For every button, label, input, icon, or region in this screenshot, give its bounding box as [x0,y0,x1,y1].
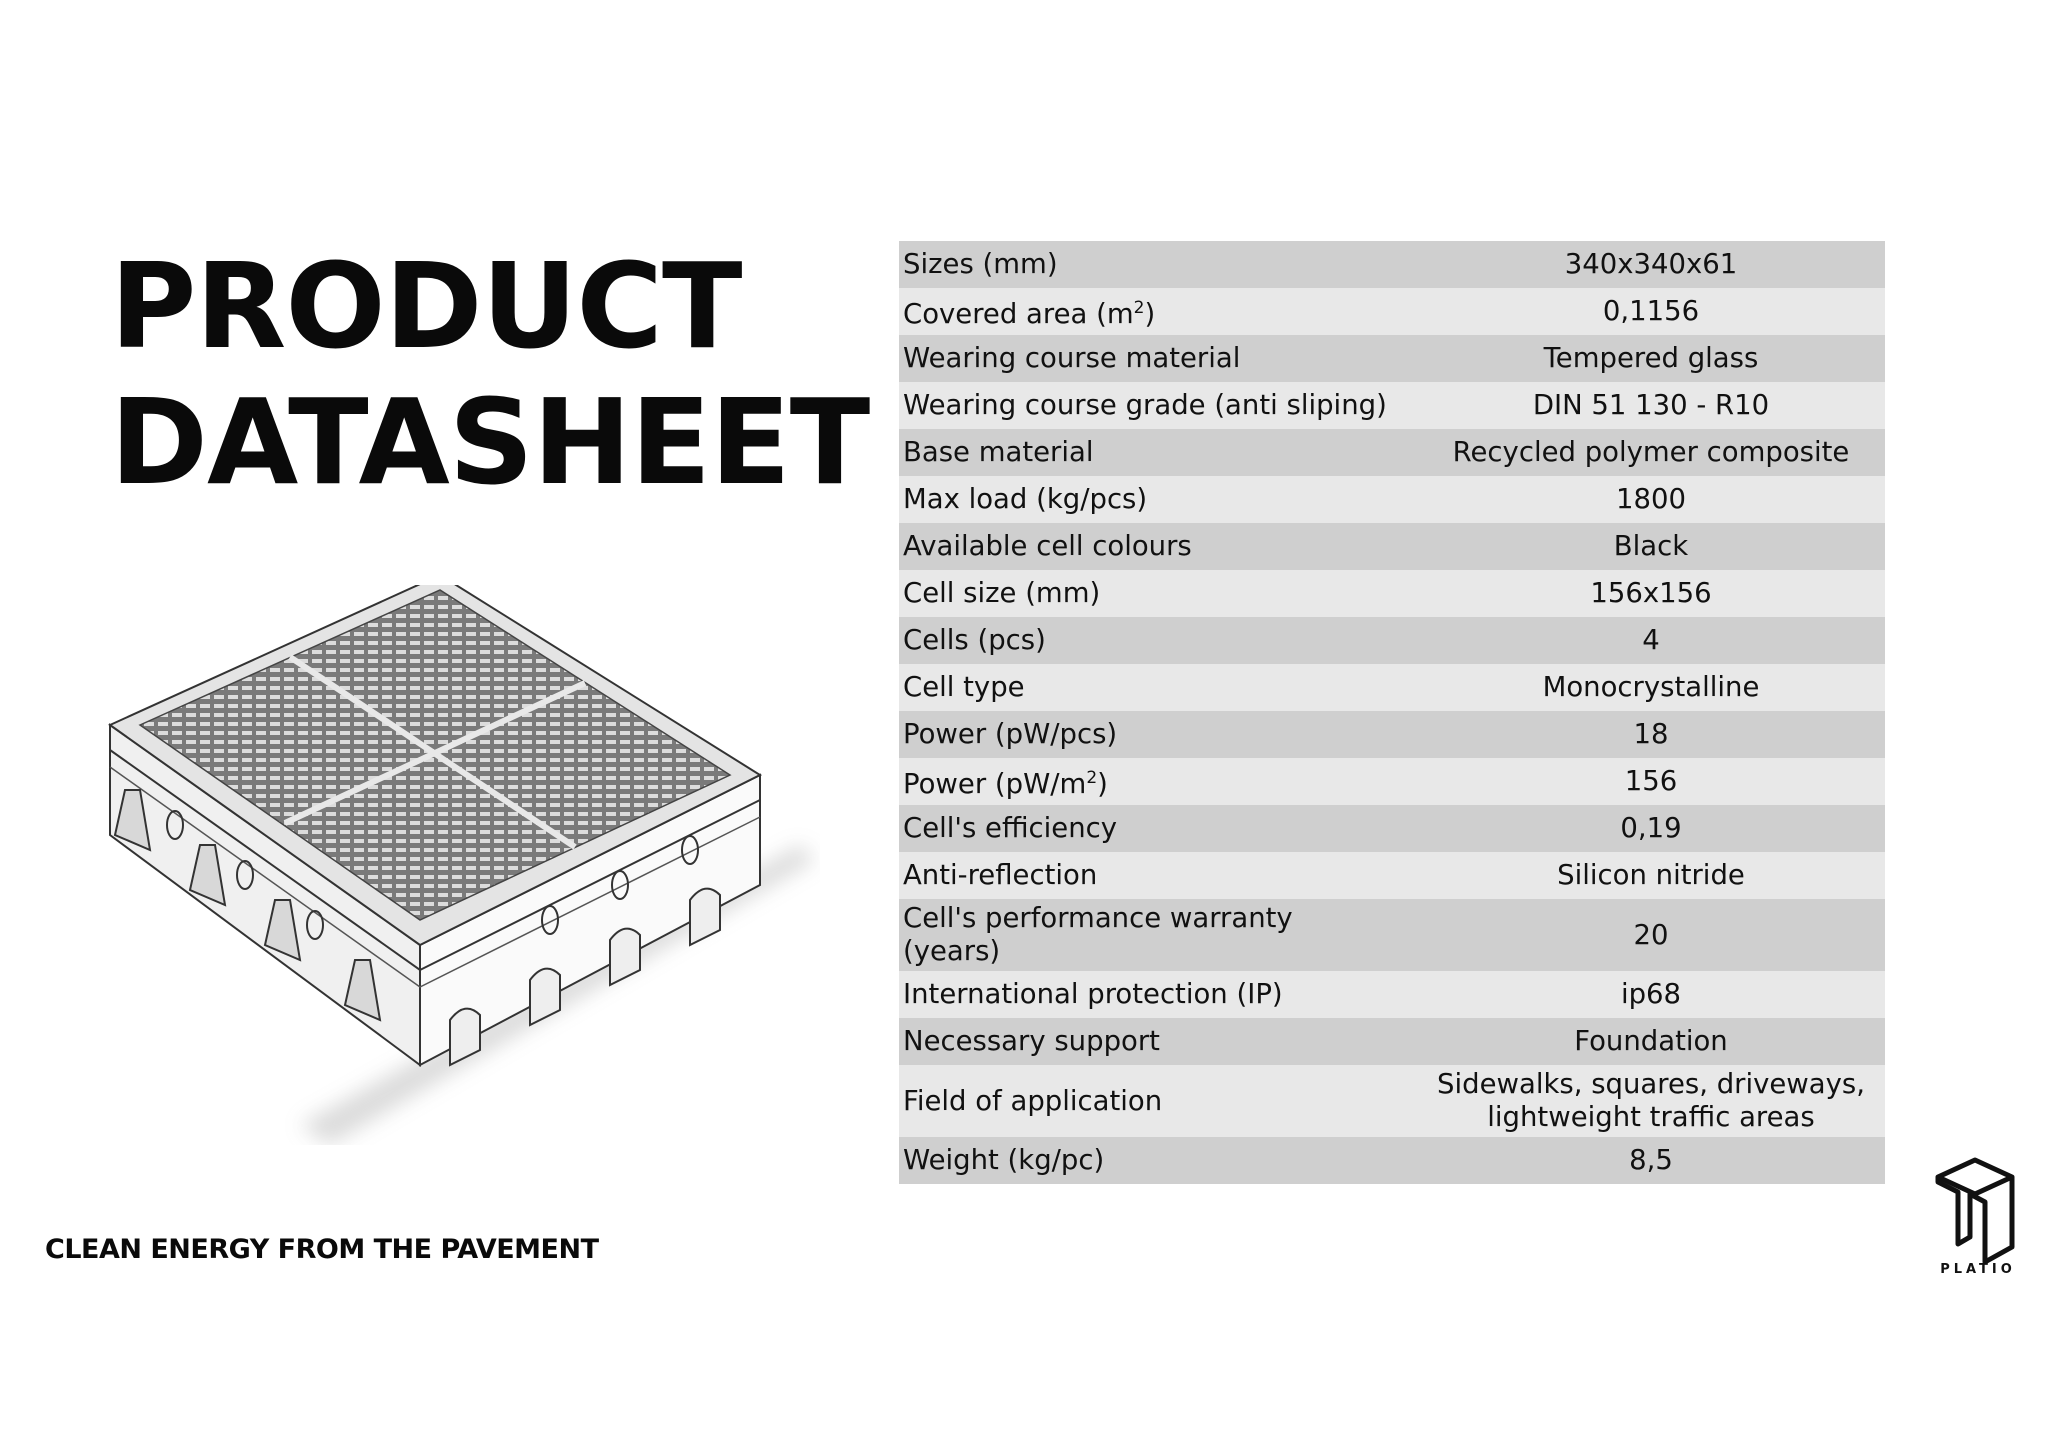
table-row [899,899,1885,971]
spec-label: Field of application [899,1065,1417,1137]
label-text: ) [1144,298,1156,331]
superscript: 2 [1133,297,1145,318]
table-row [899,335,1885,382]
table-row [899,852,1885,899]
table-row [899,241,1885,288]
spec-table [899,241,1885,1184]
spec-value: 1800 [1417,476,1885,523]
spec-label: Necessary support [899,1018,1417,1065]
spec-value: Tempered glass [1417,335,1885,382]
spec-label [899,288,1417,335]
spec-value: 340x340x61 [1417,241,1885,288]
spec-label: Cell's efficiency [899,805,1417,852]
spec-label: Cell type [899,664,1417,711]
spec-value: Silicon nitride [1417,852,1885,899]
spec-value: Black [1417,523,1885,570]
spec-value: 156x156 [1417,570,1885,617]
label-text: Power (pW/m [903,768,1087,801]
spec-label: Base material [899,429,1417,476]
table-row [899,664,1885,711]
label-text: ) [1097,768,1108,801]
spec-label: Wearing course grade (anti sliping) [899,382,1417,429]
label-line: (years) [903,935,1001,967]
spec-label: Available cell colours [899,523,1417,570]
spec-label: Sizes (mm) [899,241,1417,288]
table-row [899,288,1885,335]
tagline: CLEAN ENERGY FROM THE PAVEMENT [45,1234,599,1265]
table-row [899,476,1885,523]
spec-value [1417,1065,1885,1137]
page-title [110,238,869,510]
table-row [899,617,1885,664]
spec-value: ip68 [1417,971,1885,1018]
value-line: Sidewalks, squares, driveways, [1437,1068,1865,1100]
title-line-1: PRODUCT [110,237,742,375]
label-line: Cell's performance warranty [903,902,1293,934]
table-row [899,711,1885,758]
spec-label: Cells (pcs) [899,617,1417,664]
solar-paver-illustration [100,585,820,1145]
table-row [899,382,1885,429]
value-line: lightweight traffic areas [1487,1101,1815,1133]
table-row [899,429,1885,476]
table-row [899,758,1885,805]
spec-value: 0,1156 [1417,288,1885,335]
spec-label: Cell size (mm) [899,570,1417,617]
spec-value: 156 [1417,758,1885,805]
table-row [899,1065,1885,1137]
spec-value: Foundation [1417,1018,1885,1065]
title-line-2: DATASHEET [110,373,870,511]
table-row [899,1137,1885,1184]
spec-label [899,758,1417,805]
spec-value: Recycled polymer composite [1417,429,1885,476]
spec-value: DIN 51 130 - R10 [1417,382,1885,429]
spec-label: International protection (IP) [899,971,1417,1018]
spec-value: 18 [1417,711,1885,758]
spec-label [899,899,1417,971]
spec-label: Power (pW/pcs) [899,711,1417,758]
spec-label: Weight (kg/pc) [899,1137,1417,1184]
table-row [899,570,1885,617]
table-row [899,1018,1885,1065]
table-row [899,805,1885,852]
brand-name: PLATIO [1940,1262,2016,1277]
spec-value: 20 [1417,899,1885,971]
superscript: 2 [1086,767,1098,788]
spec-value: 4 [1417,617,1885,664]
spec-label: Wearing course material [899,335,1417,382]
table-row [899,971,1885,1018]
spec-label: Anti-reflection [899,852,1417,899]
label-text: Covered area (m [903,298,1134,331]
spec-label: Max load (kg/pcs) [899,476,1417,523]
spec-value: 0,19 [1417,805,1885,852]
table-row [899,523,1885,570]
spec-value: Monocrystalline [1417,664,1885,711]
spec-value: 8,5 [1417,1137,1885,1184]
